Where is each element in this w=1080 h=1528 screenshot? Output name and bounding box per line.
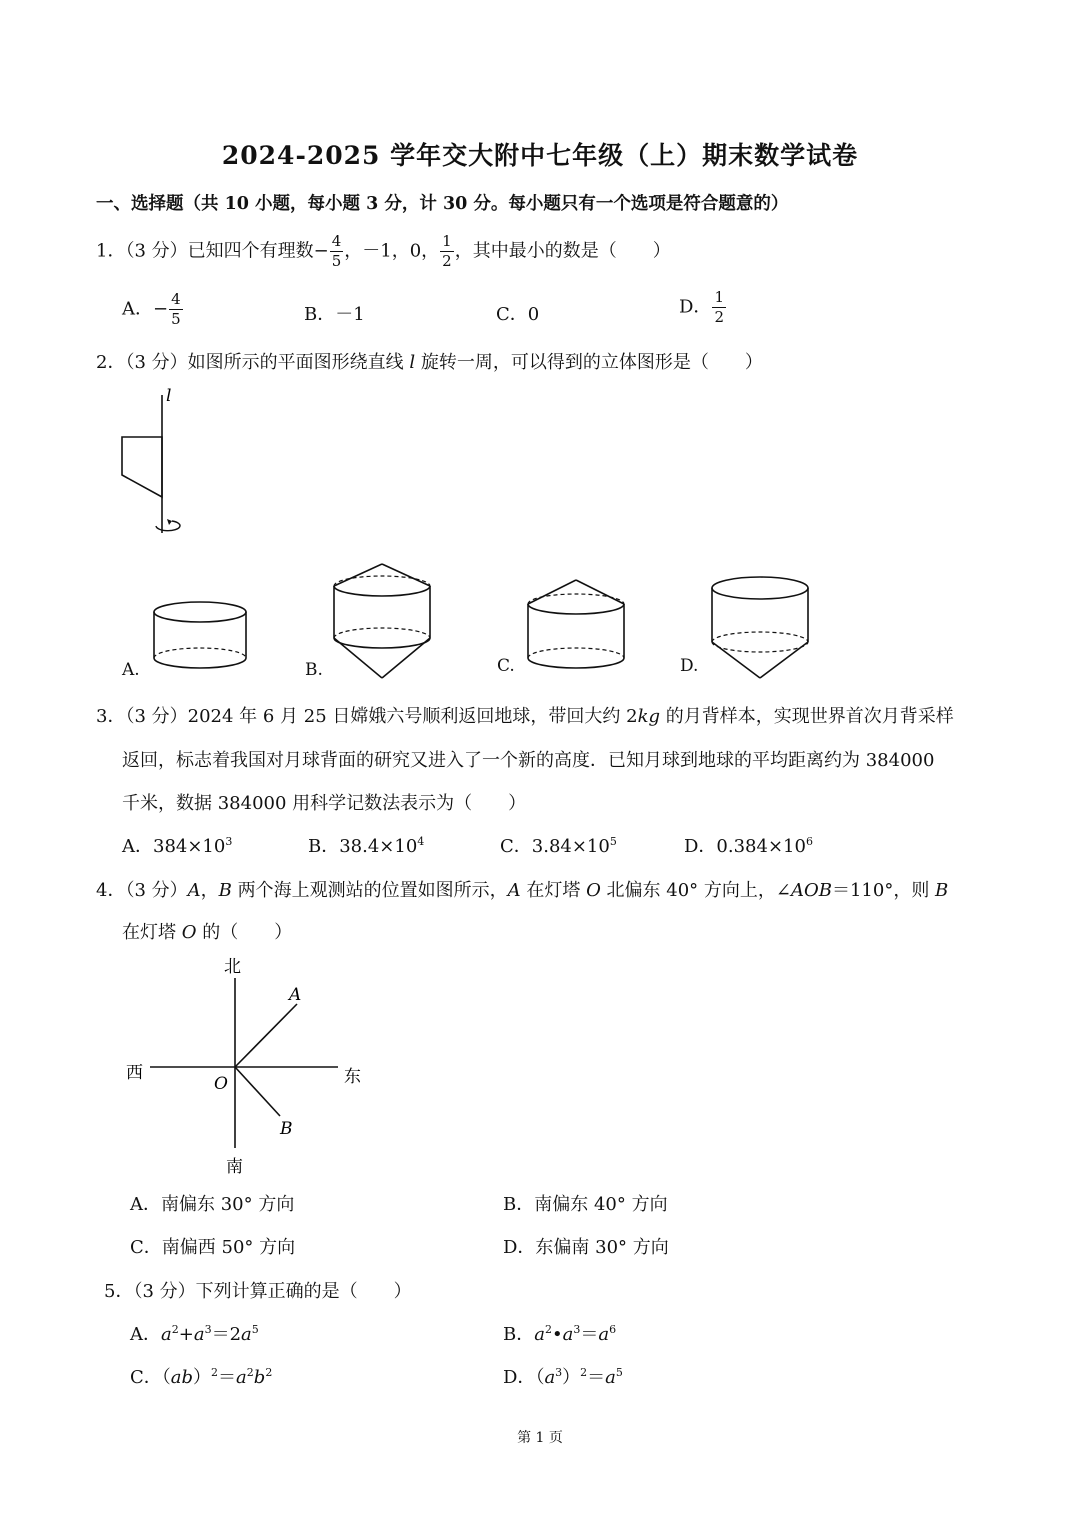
- question-5-option-a: A．$a^2+a^3=2a^5$: [130, 1323, 259, 1345]
- question-5-option-b: B．$a^2•a^3=a^6$: [503, 1323, 617, 1345]
- rotation-arrow-icon: [156, 521, 180, 531]
- question-4-option-a: A．南偏东 30° 方向: [130, 1194, 295, 1215]
- question-2-option-d: D.: [680, 656, 699, 676]
- question-2-option-c: C.: [497, 656, 515, 676]
- question-4-option-d: D．东偏南 30° 方向: [503, 1237, 669, 1258]
- question-3-option-a: A．$384\times 10^3$: [122, 835, 233, 857]
- point-b-label: B: [280, 1119, 293, 1139]
- south-label: 南: [226, 1157, 243, 1177]
- question-3-option-b: B．$38.4\times 10^4$: [308, 835, 425, 857]
- question-1-option-c: C．0: [496, 304, 540, 325]
- east-label: 东: [344, 1067, 361, 1087]
- page-title: 2024-2025 学年交大附中七年级（上）期末数学试卷: [221, 141, 859, 170]
- question-3-option-d: D．$0.384\times 10^6$: [684, 835, 813, 857]
- trapezoid-shape: [122, 437, 162, 497]
- section-heading: 一、选择题（共 10 小题，每小题 3 分，计 30 分。每小题只有一个选项是符合题意的）: [96, 194, 789, 214]
- question-5-option-d: D．$(a^3)^2=a^5$: [503, 1366, 623, 1388]
- solid-option-b: [330, 562, 434, 686]
- question-3-line-3: 千米，数据 384000 用科学记数法表示为（ ）: [122, 793, 527, 814]
- question-4-option-c: C．南偏西 50° 方向: [130, 1237, 296, 1258]
- solid-option-a: [150, 600, 252, 678]
- question-1-option-a: A．− $\frac{4}{5}$: [122, 290, 181, 328]
- question-4-line-2: 在灯塔 O 的（ ）: [122, 922, 293, 943]
- fraction: $\frac{4}{5}$: [331, 232, 342, 270]
- rotation-figure: [110, 385, 200, 545]
- question-2-option-b: B.: [305, 660, 323, 680]
- compass-diagram: [120, 952, 380, 1182]
- ray-ob: [235, 1067, 280, 1116]
- solid-option-c: [524, 578, 628, 674]
- question-1-option-b: B．－1: [304, 304, 365, 325]
- question-1-stem: 1．（3 分）已知四个有理数− $\frac{4}{5}$ ，－1，0， $\frac{1}{2}$ ，其中最小的数是（ ）: [96, 232, 671, 270]
- axis-label-l: l: [166, 386, 172, 406]
- west-label: 西: [126, 1063, 143, 1083]
- question-5-stem: 5．（3 分）下列计算正确的是（ ）: [104, 1281, 412, 1302]
- question-4-line-1: 4．（3 分）A，B 两个海上观测站的位置如图所示，A 在灯塔 O 北偏东 40° 方向上，∠AOB＝110°，则 B: [96, 880, 949, 901]
- question-4-option-b: B．南偏东 40° 方向: [503, 1194, 668, 1215]
- question-2-stem: 2．（3 分）如图所示的平面图形绕直线 l 旋转一周，可以得到的立体图形是（ ）: [96, 352, 763, 373]
- ray-oa: [235, 1004, 297, 1067]
- question-2-option-a: A.: [122, 660, 140, 680]
- page-number: 第 1 页: [517, 1430, 563, 1446]
- question-1-option-d: D． $\frac{1}{2}$: [679, 288, 724, 326]
- point-a-label: A: [289, 985, 302, 1005]
- point-o-label: O: [214, 1074, 228, 1094]
- solid-option-d: [708, 574, 812, 686]
- question-5-option-c: C．$(ab)^2=a^2b^2$: [130, 1366, 273, 1388]
- north-label: 北: [224, 957, 241, 977]
- question-3-line-1: 3．（3 分）2024 年 6 月 25 日嫦娥六号顺利返回地球，带回大约 2kg 的月背样本，实现世界首次月背采样: [96, 706, 954, 727]
- question-3-line-2: 返回，标志着我国对月球背面的研究又进入了一个新的高度．已知月球到地球的平均距离约为 384000: [122, 750, 935, 771]
- fraction: $\frac{1}{2}$: [442, 232, 452, 270]
- question-3-option-c: C．$3.84\times 10^5$: [500, 835, 617, 857]
